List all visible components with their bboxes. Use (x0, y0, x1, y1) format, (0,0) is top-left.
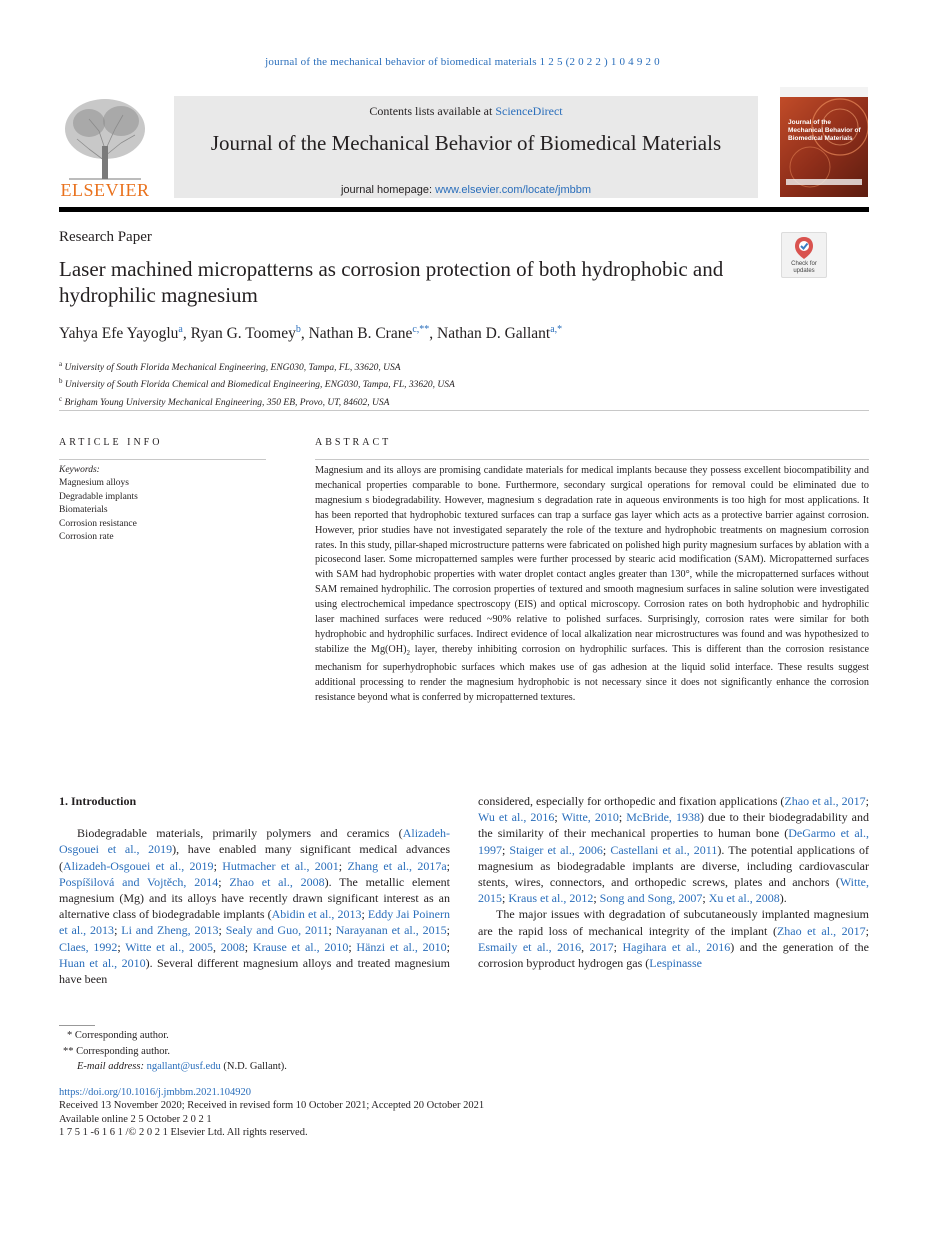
author-name[interactable]: Ryan G. Toomey (190, 325, 296, 343)
citation-link[interactable]: DeGarmo et al., 1997 (478, 826, 869, 857)
article-title: Laser machined micropatterns as corrosion protection of both hydrophobic and hydrophilic magnesium (59, 257, 724, 307)
author-affiliation-marker[interactable]: a (178, 324, 183, 335)
keyword-item: Biomaterials (59, 505, 108, 516)
keywords-label: Keywords: (59, 465, 100, 475)
copyright: 1 7 5 1 -6 1 6 1 /© 2 0 2 1 Elsevier Ltd. All rights reserved. (59, 1127, 308, 1139)
abstract-text (315, 464, 869, 706)
footnote-rule (59, 1025, 95, 1026)
affiliation-key: b (59, 377, 63, 386)
crossmark-label: Check for updates (791, 261, 817, 274)
journal-title: Journal of the Mechanical Behavior of Biomedical Materials (210, 131, 722, 155)
masthead-rule (59, 207, 869, 212)
header-divider (59, 410, 869, 411)
author-affiliation-marker[interactable]: a,* (550, 324, 563, 335)
keyword-item: Corrosion resistance (59, 518, 137, 529)
masthead (59, 87, 869, 200)
journal-banner (174, 96, 758, 198)
email-suffix: (N.D. Gallant). (220, 1061, 287, 1073)
citation-link[interactable]: Witte et al., 2005 (125, 939, 213, 954)
citation-link[interactable]: Witte, 2010 (561, 810, 619, 825)
cover-title: Journal of the Mechanical Behavior of Biomedical Materials (788, 119, 861, 142)
contents-prefix: Contents lists available at (369, 104, 496, 118)
citation-link[interactable]: Wu et al., 2016 (478, 810, 555, 825)
keyword-item: Magnesium alloys (59, 478, 129, 489)
citation-link[interactable]: Hagihara et al., 2016 (622, 939, 731, 954)
author-list: Yahya Efe Yayoglu$^a$, Ryan G. Toomey$^b$, Nathan B. Crane$^{c,**}$, Nathan D. Gallant$^{a,*}$ (59, 324, 563, 343)
article-metadata (59, 1086, 484, 1140)
homepage-prefix: journal homepage: (340, 184, 436, 196)
journal-reference[interactable]: journal of the mechanical behavior of biomedical materials 1 2 5 (2 0 2 2 ) 1 0 4 9 2 0 (265, 56, 660, 68)
author-name[interactable]: Yahya Efe Yayoglu (59, 325, 179, 343)
citation-link[interactable]: McBride, 1938 (626, 810, 700, 825)
citation-link[interactable]: Witte, 2015 (478, 875, 869, 906)
citation-link[interactable]: Alizadeh-Osgouei et al., 2019 (59, 826, 450, 857)
abstract-subscript: 2 (406, 648, 411, 657)
keyword-item: Degradable implants (59, 491, 138, 502)
affiliation-item (59, 393, 455, 410)
abstract-part: Magnesium and its alloys are promising candidate materials for medical implants because they possess excellent biocompatibility and mechanical properties comparable to bone. Furthermore, secondary surgical operations for removal could be eliminated due to magnesium s biodegradability. However, magnesium s degradation rate in aqueous environments is too high for most applications. It has been reported that hydrophobic textured surfaces can trap a surface gas layer which acts as a protective barrier against corrosion. However, prior studies have not investigated separately the role of the texture and hydrophobic treatments on magnesium corrosion rates. In this study, pillar-shaped microstructure patterns were fabricated on polished high purity magnesium surfaces by ablation with a picosecond laser. Some micropatterned samples were further processed by stearic acid modification (SAM). Micropatterned surfaces with SAM had hydrophobic properties with water droplet contact angles greater than 130°, while the micropatterned surfaces without SAM remained hydrophilic. The corrosion properties of textured and smooth magnesium surfaces in saline solution were investigated using electrochemical impedance spectroscopy (EIS) and optical microscopy. Corrosion rates on both hydrophobic and hydrophilic laser machined surfaces were reduced ~90% relative to polished surfaces. Surprisingly, corrosion rates were similar for both hydrophobic and hydrophilic surfaces. Indirect evidence of local alkalization near microstructures was found and was hypothesized to stabilize the Mg(OH) (315, 465, 869, 655)
author-name[interactable]: Nathan D. Gallant (437, 325, 551, 343)
citation-link[interactable]: 2008 (220, 939, 245, 954)
keyword-item: Corrosion rate (59, 532, 114, 543)
body-paragraph: Biodegradable materials, primarily polymers and ceramics (Alizadeh-Osgouei et al., 2019), have enabled many significant medical advances (Alizadeh-Osgouei et al., 2019; Hutmacher et al., 2001; Zhang et al., 2017a; Pospíšilová and Vojtěch, 2014; Zhao et al., 2008). The metallic element magnesium (Mg) and its alloys have recently drawn significant interest as an alternative class of biodegradable implants (Abidin et al., 2013; Eddy Jai Poinern et al., 2013; Li and Zheng, 2013; Sealy and Guo, 2011; Narayanan et al., 2015; Claes, 1992; Witte et al., 2005, 2008; Krause et al., 2010; Hänzi et al., 2010; Huan et al., 2010). Several different magnesium alloys and treated magnesium have been (59, 826, 451, 987)
citation-link[interactable]: Huan et al., 2010 (59, 955, 146, 970)
affiliation-key: c (59, 394, 63, 403)
affiliation-text: University of South Florida Mechanical Engineering, ENG030, Tampa, FL, 33620, USA (64, 363, 401, 374)
citation-link[interactable]: Song and Song, 2007 (599, 891, 703, 906)
article-info-rule (59, 459, 266, 460)
citation-link[interactable]: Kraus et al., 2012 (508, 891, 594, 906)
citation-link[interactable]: Eddy Jai Poinern et al., 2013 (59, 907, 450, 938)
citation-link[interactable]: Alizadeh-Osgouei et al., 2019 (63, 858, 214, 873)
author-affiliation-marker[interactable]: b (295, 324, 301, 335)
citation-link[interactable]: Xu et al., 2008 (708, 891, 780, 906)
citation-link[interactable]: Li and Zheng, 2013 (121, 923, 219, 938)
email-label: E-mail address: (77, 1061, 147, 1073)
affiliation-text: Brigham Young University Mechanical Engineering, 350 EB, Provo, UT, 84602, USA (64, 398, 390, 409)
publisher-wordmark: ELSEVIER (60, 180, 150, 200)
citation-link[interactable]: Sealy and Guo, 2011 (225, 923, 329, 938)
sciencedirect-link[interactable]: ScienceDirect (495, 104, 563, 118)
keywords-block (59, 464, 138, 544)
affiliation-item (59, 358, 455, 375)
citation-link[interactable]: Zhang et al., 2017a (347, 858, 447, 873)
corresponding-author-note: ** Corresponding author. (63, 1045, 171, 1057)
citation-link[interactable]: Claes, 1992 (59, 939, 118, 954)
body-paragraph: The major issues with degradation of subcutaneously implanted magnesium are the rapid loss of mechanical integrity of the implant (Zhao et al., 2017; Esmaily et al., 2016, 2017; Hagihara et al., 2016) and the generation of the corrosion byproduct hydrogen gas (Lespinasse (478, 907, 870, 971)
abstract-rule (315, 459, 869, 460)
citation-link[interactable]: Esmaily et al., 2016 (478, 939, 582, 954)
article-info-heading: ARTICLE INFO (59, 437, 163, 448)
homepage-link[interactable]: www.elsevier.com/locate/jmbbm (435, 184, 592, 196)
available-online: Available online 2 5 October 2 0 2 1 (59, 1113, 212, 1125)
check-for-updates-button[interactable] (781, 232, 827, 278)
citation-link[interactable]: Narayanan et al., 2015 (335, 923, 447, 938)
citation-link[interactable]: Pospíšilová and Vojtěch, 2014 (59, 874, 219, 889)
citation-link[interactable]: Castellani et al., 2011 (610, 842, 718, 857)
paper-type: Research Paper (59, 229, 152, 245)
citation-link[interactable]: Zhao et al., 2017 (784, 794, 866, 808)
citation-link[interactable]: Zhao et al., 2017 (776, 923, 866, 938)
received-dates: Received 13 November 2020; Received in revised form 10 October 2021; Accepted 20 October 2021 (59, 1100, 485, 1112)
author-name[interactable]: Nathan B. Crane (308, 325, 413, 343)
citation-link[interactable]: Krause et al., 2010 (252, 939, 349, 954)
affiliation-text: University of South Florida Chemical and Biomedical Engineering, ENG030, Tampa, FL, 33620, USA (64, 380, 455, 391)
citation-link[interactable]: Hänzi et al., 2010 (356, 939, 447, 954)
abstract-heading: ABSTRACT (315, 437, 392, 448)
body-left-column (59, 793, 450, 987)
citation-link[interactable]: Staiger et al., 2006 (509, 842, 603, 857)
affiliation-item (59, 375, 455, 392)
doi-link[interactable]: https://doi.org/10.1016/j.jmbbm.2021.104920 (59, 1087, 252, 1098)
corresponding-author-note: * Corresponding author. (67, 1030, 169, 1041)
citation-link[interactable]: 2017 (589, 939, 614, 954)
citation-link[interactable]: Lespinasse (649, 956, 702, 971)
footnotes (59, 1028, 287, 1075)
affiliations (59, 358, 455, 410)
abstract-part: layer, thereby inhibiting corrosion on hydrophilic surfaces. This is different than the corrosion resistance mechanism for superhydrophobic surfaces which makes use of gas adhesion at the liquid solid interface. These results suggest additional processing to render the magnesium hydrophobic is not necessary since it does not significantly enhance the corrosion resistance beyond what is conferred by micropatterned textures. (315, 643, 869, 703)
email-line (59, 1059, 287, 1075)
citation-link[interactable]: Zhao et al., 2008 (229, 874, 325, 889)
journal-cover-image[interactable] (780, 87, 868, 197)
affiliation-key: a (59, 360, 63, 368)
body-paragraph: considered, especially for orthopedic and fixation applications (Zhao et al., 2017; Wu et al., 2016; Witte, 2010; McBride, 1938) due to their biodegradability and the similarity of their mechanical properties to human bone (DeGarmo et al., 1997; Staiger et al., 2006; Castellani et al., 2011). The potential applications of magnesium as biodegradable implants are diverse, including cardiovascular stents, wires, connectors, and orthopedic screws, plates and anchors (Witte, 2015; Kraus et al., 2012; Song and Song, 2007; Xu et al., 2008). (478, 794, 870, 906)
contents-line (174, 104, 758, 119)
body-right-column (478, 793, 869, 971)
author-affiliation-marker[interactable]: c,** (412, 324, 430, 335)
section-heading: 1. Introduction (59, 794, 137, 808)
citation-link[interactable]: Hutmacher et al., 2001 (222, 858, 339, 873)
email-link[interactable]: ngallant@usf.edu (146, 1061, 221, 1073)
citation-link[interactable]: Abidin et al., 2013 (271, 907, 362, 922)
journal-homepage (174, 184, 758, 196)
crossmark-icon (794, 236, 814, 260)
